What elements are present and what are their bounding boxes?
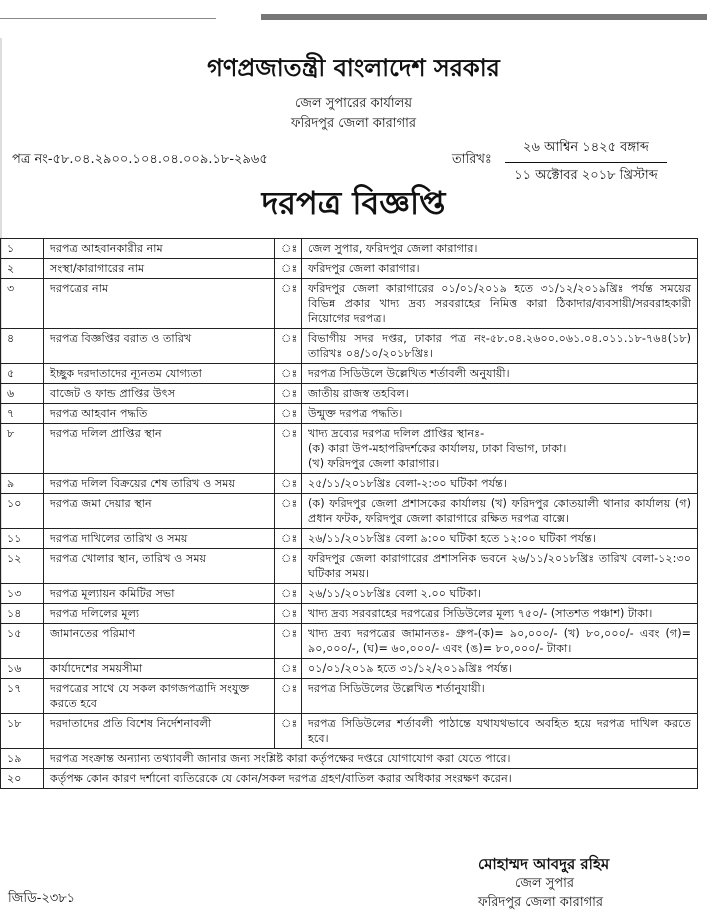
- row-value-text: দরপত্র সিডিউলের শর্তাবলী পাঠান্তে যথাযথভাবে অবহিত হয়ে দরপত্র দাখিল করতে হবে।: [308, 717, 691, 745]
- row-serial: ১৪: [1, 604, 44, 624]
- date-bangla: ২৬ আশ্বিন ১৪২৫ বঙ্গাব্দ: [505, 138, 667, 163]
- note-text: কর্তৃপক্ষ কোন কারণ দর্শানো ব্যতিরেকে যে কোন/সকল দরপত্র গ্রহণ/বাতিল করার অধিকার সংরক্ষণ করেন।: [44, 769, 698, 789]
- row-serial: ৮: [1, 424, 44, 474]
- row-serial: ২০: [1, 769, 44, 789]
- row-colon: ঃ: [275, 529, 302, 549]
- row-serial: ৪: [1, 329, 44, 364]
- row-value-text: বিভাগীয় সদর দপ্তর, ঢাকার পত্র নং-৫৮.০৪.২৬০০.০৬১.০৪.০১১.১৮-৭৬৪(১৮) তারিখঃ ০৪/১০/২০১৮খ্রিঃ।: [308, 332, 691, 360]
- row-value-text: ২৬/১১/২০১৮খ্রিঃ বেলা ২.০০ ঘটিকা।: [308, 587, 481, 600]
- row-serial: ১: [1, 239, 44, 259]
- row-value-text: দরপত্র সিডিউলে উল্লেখিত শর্তাবলী অনুযায়ী।: [308, 367, 510, 380]
- date-english: ১১ অক্টোবর ২০১৮ খ্রিস্টাব্দ: [514, 168, 658, 183]
- date-label: তারিখঃ: [452, 152, 492, 167]
- row-label: দরপত্র আহবানকারীর নাম: [44, 239, 275, 259]
- row-value-text: (ক) ফরিদপুর জেলা প্রশাসকের কার্যালয় (খ) ফরিদপুর কোতয়ালী থানার কার্যালয় (গ) প্রধান ফটক, ফরিদপুর জেলা কারাগারে রক্ষিত দরপত্র বাক্সে।: [308, 497, 691, 525]
- table-row: [1, 424, 698, 474]
- row-value: [302, 259, 698, 279]
- note-text: দরপত্র সংক্রান্ত অন্যান্য তথ্যাবলী জানার জন্য সংশ্লিষ্ট কারা কর্তৃপক্ষের দপ্তরে যোগাযোগ করা যেতে পারে।: [44, 749, 698, 769]
- row-value-text: ফরিদপুর জেলা কারাগারের প্রশাসনিক ভবনে ২৬/১১/২০১৮খ্রিঃ তারিখ বেলা-১২:৩০ ঘটিকার সময়।: [308, 552, 691, 580]
- row-value-text: জেল সুপার, ফরিদপুর জেলা কারাগার।: [308, 242, 478, 255]
- row-serial: ১৭: [1, 679, 44, 714]
- row-value-text: উন্মুক্ত দরপত্র পদ্ধতি।: [308, 407, 403, 420]
- row-colon: ঃ: [275, 584, 302, 604]
- row-colon: ঃ: [275, 549, 302, 584]
- row-colon: ঃ: [275, 279, 302, 329]
- row-label: দরপত্র আহবান পদ্ধতি: [44, 404, 275, 424]
- row-colon: ঃ: [275, 679, 302, 714]
- row-value: [302, 424, 698, 474]
- table-row: [1, 604, 698, 624]
- table-row: [1, 364, 698, 384]
- table-row: [1, 259, 698, 279]
- row-serial: ৭: [1, 404, 44, 424]
- row-value: [302, 384, 698, 404]
- page-title: দরপত্র বিজ্ঞপ্তি: [261, 184, 446, 222]
- row-colon: ঃ: [275, 364, 302, 384]
- row-label: দরপত্রের নাম: [44, 279, 275, 329]
- table-row: [1, 494, 698, 529]
- row-label: দরপত্র দলিল বিক্রয়ের শেষ তারিখ ও সময়: [44, 474, 275, 494]
- row-value: [302, 714, 698, 749]
- row-label: দরপত্রের সাথে যে সকল কাগজপত্রাদি সংযুক্ত করতে হবে: [44, 679, 275, 714]
- row-value: [302, 494, 698, 529]
- row-label: দরপত্র বিজ্ঞপ্তির বরাত ও তারিখ: [44, 329, 275, 364]
- signatory-name: মোহাম্মদ আবদুর রহিম: [478, 855, 610, 873]
- row-serial: ৫: [1, 364, 44, 384]
- row-colon: ঃ: [275, 329, 302, 364]
- row-value: [302, 329, 698, 364]
- row-colon: ঃ: [275, 239, 302, 259]
- row-label: দরপত্র দলিল প্রাপ্তির স্থান: [44, 424, 275, 474]
- table-row: [1, 529, 698, 549]
- row-serial: ৩: [1, 279, 44, 329]
- table-row: [1, 384, 698, 404]
- government-heading: গণপ্রজাতন্ত্রী বাংলাদেশ সরকার: [207, 54, 500, 82]
- row-colon: ঃ: [275, 384, 302, 404]
- row-colon: ঃ: [275, 404, 302, 424]
- table-row: [1, 549, 698, 584]
- top-rule-left: [0, 18, 216, 19]
- row-value: [302, 549, 698, 584]
- table-row: [1, 329, 698, 364]
- row-value: [302, 584, 698, 604]
- row-value-text: ২৫/১১/২০১৮খ্রিঃ বেলা-২:৩০ ঘটিকা পর্যন্ত।: [308, 477, 507, 490]
- row-label: সংস্থা/কারাগারের নাম: [44, 259, 275, 279]
- row-value-text: জাতীয় রাজস্ব তহবিল।: [308, 387, 409, 400]
- row-serial: ১৮: [1, 714, 44, 749]
- row-value: [302, 659, 698, 679]
- row-colon: ঃ: [275, 714, 302, 749]
- row-value-text: খাদ্য দ্রব্য সরবরাহের দরপত্রের সিডিউলের মূল্য ৭৫০/- (সাতশত পঞ্চাশ) টাকা।: [308, 607, 653, 620]
- row-colon: ঃ: [275, 259, 302, 279]
- table-row: [1, 679, 698, 714]
- row-colon: ঃ: [275, 624, 302, 659]
- row-value-text: দরপত্র সিডিউলের উল্লেখিত শর্তানুযায়ী।: [308, 682, 485, 695]
- row-colon: ঃ: [275, 474, 302, 494]
- table-row-note: [1, 749, 698, 769]
- office-name: জেল সুপারের কার্যালয়: [294, 96, 413, 111]
- row-serial: ১০: [1, 494, 44, 529]
- row-value: [302, 239, 698, 259]
- row-value-subitem: (খ) ফরিদপুর জেলা কারাগার।: [308, 457, 440, 470]
- gd-number: জিডি-২৩৮১: [8, 891, 76, 906]
- row-serial: ১৫: [1, 624, 44, 659]
- top-rule-right: [261, 14, 707, 20]
- row-colon: ঃ: [275, 659, 302, 679]
- table-row: [1, 584, 698, 604]
- row-value: [302, 679, 698, 714]
- row-serial: ২: [1, 259, 44, 279]
- row-label: দরদাতাদের প্রতি বিশেষ নির্দেশনাবলী: [44, 714, 275, 749]
- row-label: দরপত্র দলিলের মূল্য: [44, 604, 275, 624]
- row-serial: ১৩: [1, 584, 44, 604]
- row-value-text: খাদ্য দ্রব্য দরপত্রের জামানতঃ- গ্রুপ-(ক)= ৯০,০০০/- (খ) ৮০,০০০/- এবং (গ)= ৯০,০০০/-, (ঘ)= ৬০,০০০/- এবং (ঙ)= ৮০,০০০/- টাকা।: [308, 627, 691, 655]
- table-row: [1, 279, 698, 329]
- prison-name: ফরিদপুর জেলা কারাগার: [290, 116, 417, 131]
- row-serial: ১৬: [1, 659, 44, 679]
- row-value-text: ০১/০১/২০১৯ হতে ৩১/১২/২০১৯খ্রিঃ পর্যন্ত।: [308, 662, 513, 675]
- table-row: [1, 474, 698, 494]
- row-value: [302, 474, 698, 494]
- row-value: [302, 529, 698, 549]
- row-value: [302, 624, 698, 659]
- row-label: কার্যাদেশের সময়সীমা: [44, 659, 275, 679]
- table-row: [1, 624, 698, 659]
- tender-table: [0, 238, 698, 789]
- table-row-note: [1, 769, 698, 789]
- row-label: দরপত্র মূল্যায়ন কমিটির সভা: [44, 584, 275, 604]
- signatory-office: ফরিদপুর জেলা কারাগার: [478, 895, 604, 910]
- row-value: [302, 604, 698, 624]
- row-value: [302, 364, 698, 384]
- row-value-text: ফরিদপুর জেলা কারাগারের ০১/০১/২০১৯ হতে ৩১/১২/২০১৯খ্রিঃ পর্যন্ত সময়ের বিভিন্ন প্রকার খাদ্য দ্রব্য সরবরাহের নিমিত্ত কারা ঠিকাদার/ব্যবসায়ী/সরবরাহকারী নিয়োগের দরপত্র।: [308, 282, 691, 325]
- row-label: বাজেট ও ফান্ড প্রাপ্তির উৎস: [44, 384, 275, 404]
- row-serial: ৯: [1, 474, 44, 494]
- row-colon: ঃ: [275, 494, 302, 529]
- row-label: দরপত্র দাখিলের তারিখ ও সময়: [44, 529, 275, 549]
- table-row: [1, 714, 698, 749]
- memo-number: পত্র নং-৫৮.০৪.২৯০০.১০৪.০৪.০০৯.১৮-২৯৬৫: [12, 152, 268, 167]
- row-value-text: ২৬/১১/২০১৮খ্রিঃ বেলা ৯:০০ ঘটিকা হতে ১২:০০ ঘটিকা পর্যন্ত।: [308, 532, 596, 545]
- row-serial: ১১: [1, 529, 44, 549]
- row-value-text: ফরিদপুর জেলা কারাগার।: [308, 262, 420, 275]
- row-colon: ঃ: [275, 424, 302, 474]
- row-value: [302, 404, 698, 424]
- row-label: ইচ্ছুক দরদাতাদের ন্যূনতম যোগ্যতা: [44, 364, 275, 384]
- row-serial: ১২: [1, 549, 44, 584]
- row-value: [302, 279, 698, 329]
- row-value-text: খাদ্য দ্রব্যের দরপত্র দলিল প্রাপ্তির স্থানঃ-: [308, 427, 485, 440]
- row-label: দরপত্র খোলার স্থান, তারিখ ও সময়: [44, 549, 275, 584]
- row-label: দরপত্র জমা দেয়ার স্থান: [44, 494, 275, 529]
- table-row: [1, 659, 698, 679]
- table-row: [1, 239, 698, 259]
- row-label: জামানতের পরিমাণ: [44, 624, 275, 659]
- row-colon: ঃ: [275, 604, 302, 624]
- row-serial: ৬: [1, 384, 44, 404]
- row-value-subitem: (ক) কারা উপ-মহাপরিদর্শকের কার্যালয়, ঢাকা বিভাগ, ঢাকা।: [308, 442, 567, 455]
- tender-table-body: [1, 239, 698, 789]
- table-row: [1, 404, 698, 424]
- signatory-designation: জেল সুপার: [515, 876, 575, 891]
- row-serial: ১৯: [1, 749, 44, 769]
